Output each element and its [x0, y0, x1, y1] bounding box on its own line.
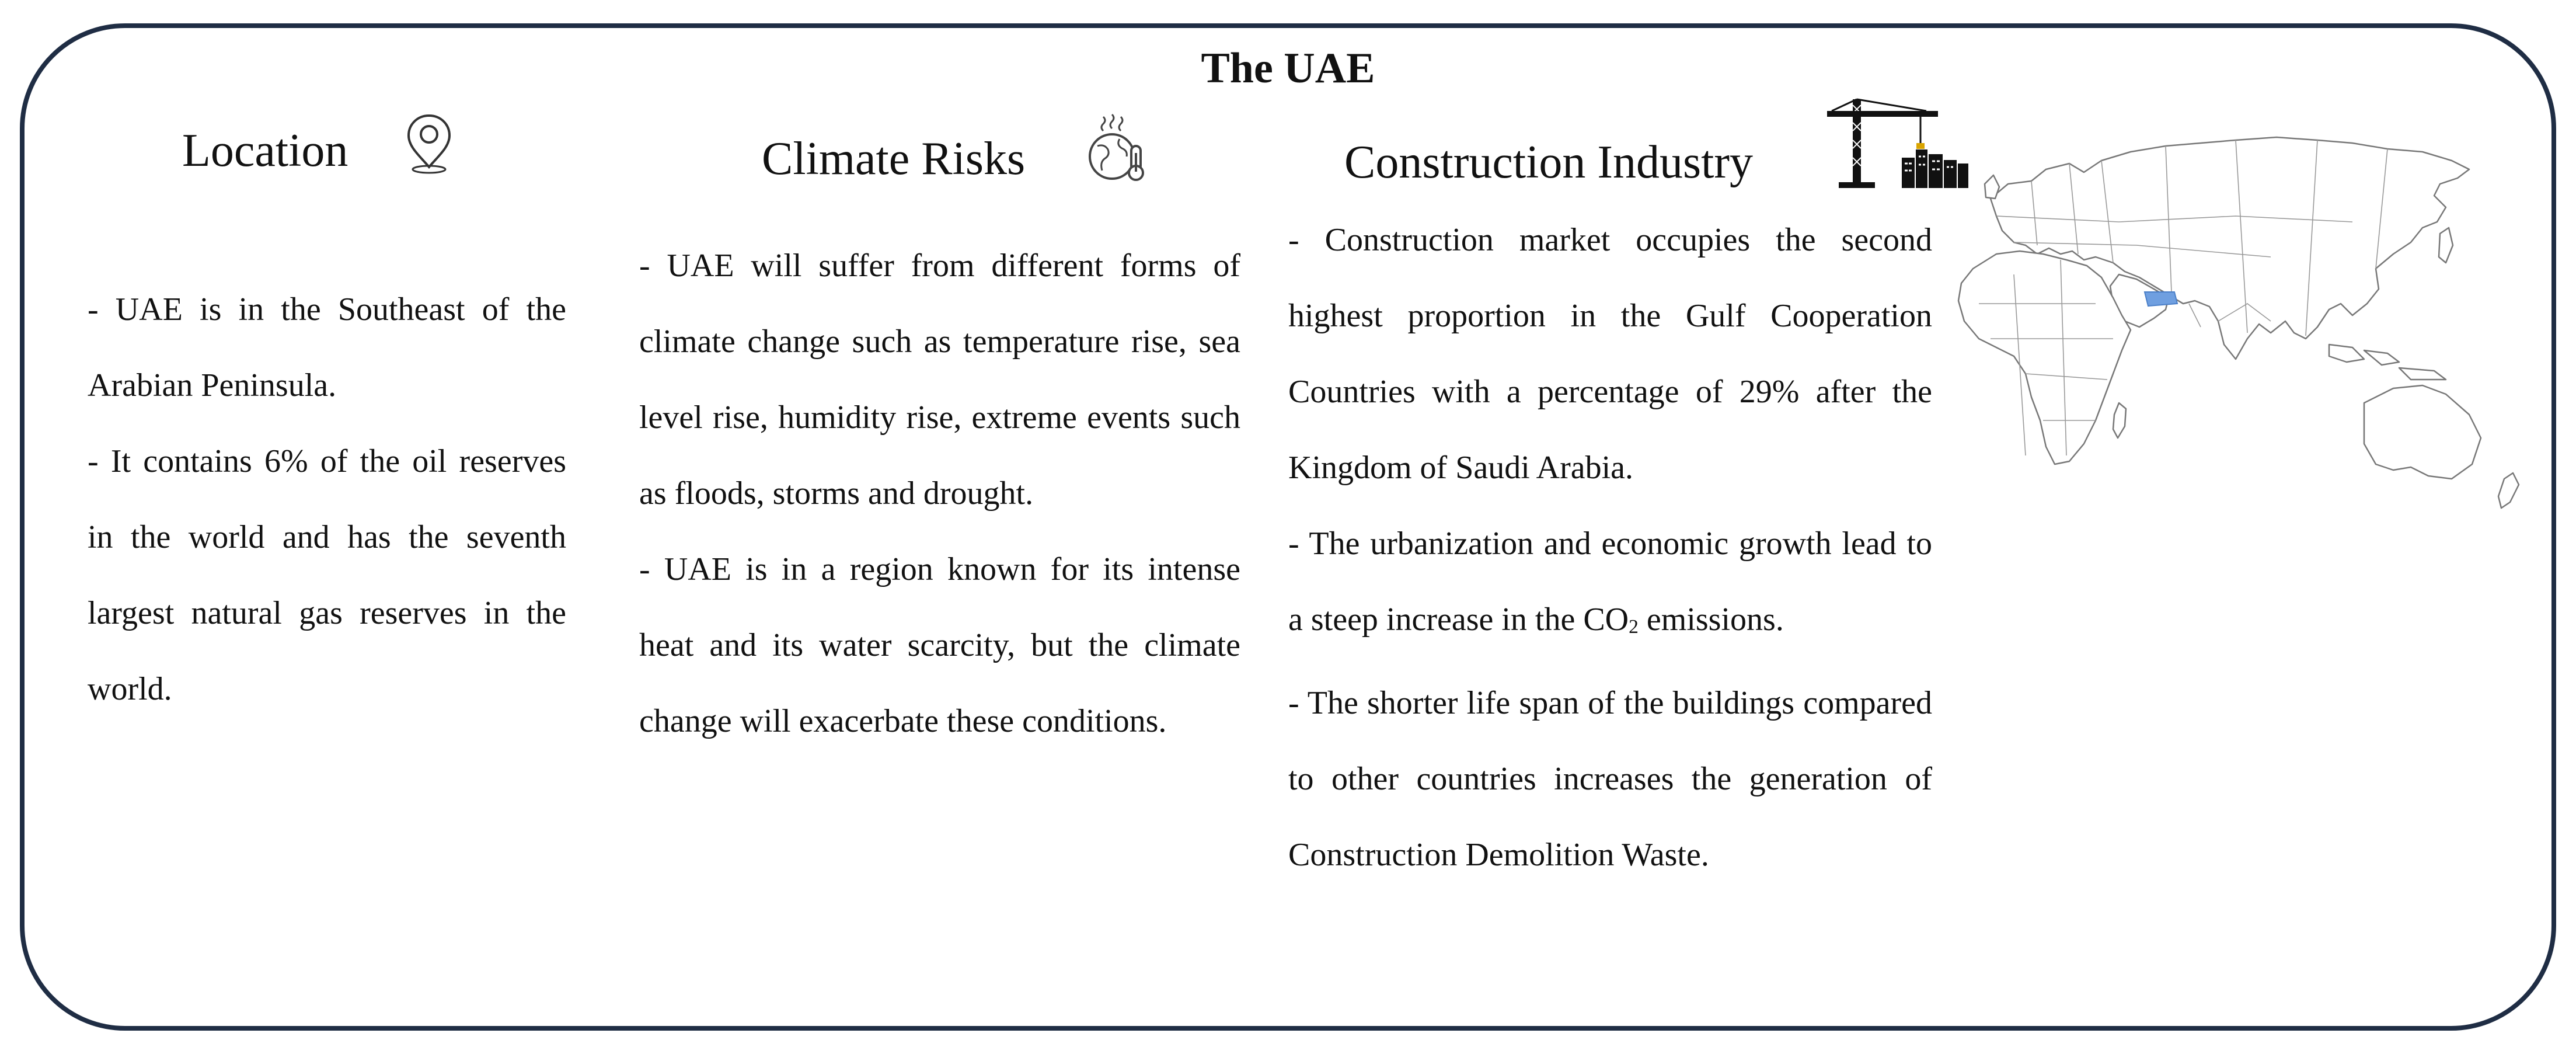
location-heading: Location [182, 125, 348, 176]
construction-paragraph [1288, 506, 1932, 665]
location-pin-icon [403, 111, 455, 175]
location-text [88, 272, 566, 727]
globe-thermometer-icon [1086, 111, 1150, 184]
climate-text [639, 228, 1240, 759]
location-paragraph: - It contains 6% of the oil reserves in the world and has the seventh largest natural gas reserves in the world. [88, 443, 566, 707]
climate-heading: Climate Risks [762, 133, 1026, 185]
world-map-icon [1944, 128, 2563, 581]
co2-text-before: - The urbanization and economic growth lead to a steep increase in the CO [1288, 526, 1932, 638]
uae-highlight [2145, 292, 2177, 306]
location-paragraph: - UAE is in the Southeast of the Arabian Peninsula. [88, 291, 566, 403]
page-title: The UAE [1201, 44, 1375, 92]
climate-paragraph: - UAE will suffer from different forms of climate change such as temperature rise, sea level rise, humidity rise, extreme events such as floods, storms and drought. [639, 248, 1240, 512]
construction-text [1288, 202, 1932, 893]
co2-text-after: emissions. [1638, 601, 1784, 638]
construction-paragraph: - The shorter life span of the buildings compared to other countries increases the generation of Construction Demolition Waste. [1288, 685, 1932, 874]
climate-paragraph: - UAE is in a region known for its intense heat and its water scarcity, but the climate change will exacerbate these conditions. [639, 551, 1240, 739]
co2-subscript: 2 [1629, 616, 1639, 638]
construction-paragraph: - Construction market occupies the second highest proportion in the Gulf Cooperation Countries with a percentage of 29% after the Kingdom of Saudi Arabia. [1288, 222, 1932, 486]
construction-heading: Construction Industry [1344, 137, 1753, 188]
